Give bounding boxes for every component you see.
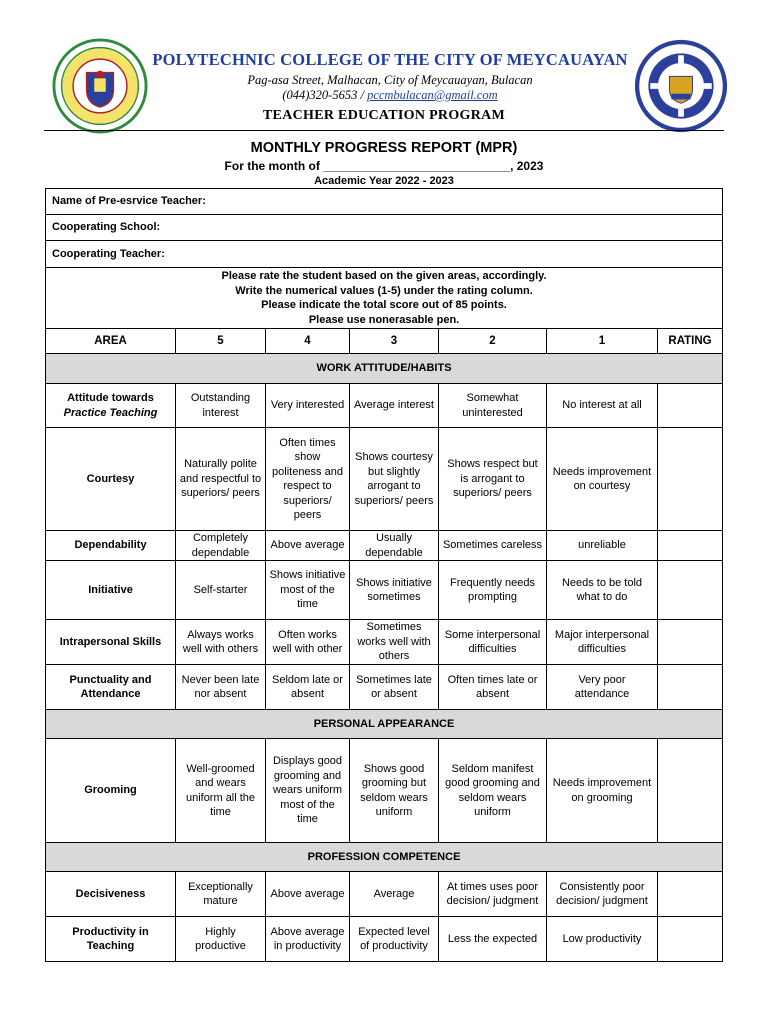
rating-cell[interactable] (658, 531, 723, 561)
criteria-cell: Usually dependable (350, 531, 439, 561)
table-row (46, 428, 723, 531)
area-label-text: Attitude towards (67, 392, 154, 404)
rating-cell[interactable] (658, 917, 723, 962)
rating-cell[interactable] (658, 620, 723, 665)
criteria-cell: Some interpersonal difficulties (439, 620, 547, 665)
criteria-cell: Often works well with other (266, 620, 350, 665)
rating-cell[interactable] (658, 561, 723, 620)
table-row (46, 739, 723, 843)
column-header: 1 (547, 329, 658, 354)
criteria-cell: Seldom manifest good grooming and seldom wears uniform (439, 739, 547, 843)
table-row (46, 665, 723, 710)
criteria-cell: Average interest (350, 384, 439, 428)
criteria-cell: Sometimes works well with others (350, 620, 439, 665)
criteria-cell: Above average (266, 872, 350, 917)
column-header: 2 (439, 329, 547, 354)
column-header: 4 (266, 329, 350, 354)
area-label (46, 384, 176, 428)
section-header-work: WORK ATTITUDE/HABITS (46, 354, 723, 384)
criteria-cell: Shows courtesy but slightly arrogant to superiors/ peers (350, 428, 439, 531)
contact-line (150, 88, 630, 103)
instructions-block (46, 268, 723, 329)
criteria-cell: Always works well with others (176, 620, 266, 665)
rating-cell[interactable] (658, 665, 723, 710)
area-label-italic: Practice Teaching (63, 406, 158, 419)
college-address: Pag-asa Street, Malhacan, City of Meycauayan, Bulacan (247, 73, 533, 87)
criteria-cell: Low productivity (547, 917, 658, 962)
column-header: 5 (176, 329, 266, 354)
academic-year: Academic Year 2022 - 2023 (314, 175, 454, 187)
table-row (46, 531, 723, 561)
criteria-cell: Above average in productivity (266, 917, 350, 962)
criteria-cell: Completely dependable (176, 531, 266, 561)
criteria-cell: Outstanding interest (176, 384, 266, 428)
criteria-cell: Above average (266, 531, 350, 561)
area-label: Productivity in Teaching (46, 917, 176, 962)
criteria-cell: Often times show politeness and respect to superiors/ peers (266, 428, 350, 531)
criteria-cell: Somewhat uninterested (439, 384, 547, 428)
rating-cell[interactable] (658, 384, 723, 428)
criteria-cell: Very interested (266, 384, 350, 428)
criteria-cell: Displays good grooming and wears uniform most of the time (266, 739, 350, 843)
criteria-cell: unreliable (547, 531, 658, 561)
column-header: RATING (658, 329, 723, 354)
area-label: Initiative (46, 561, 176, 620)
table-row (46, 917, 723, 962)
instruction-line: Write the numerical values (1-5) under the rating column. (235, 284, 533, 297)
rating-form-table (45, 188, 723, 962)
section-header-competence: PROFESSION COMPETENCE (46, 843, 723, 872)
criteria-cell: Consistently poor decision/ judgment (547, 872, 658, 917)
criteria-cell: Needs to be told what to do (547, 561, 658, 620)
criteria-cell: Shows initiative most of the time (266, 561, 350, 620)
criteria-cell: Shows respect but is arrogant to superiors/ peers (439, 428, 547, 531)
instruction-line: Please indicate the total score out of 85 points. (261, 299, 507, 311)
criteria-cell: Expected level of productivity (350, 917, 439, 962)
criteria-cell: Major interpersonal difficulties (547, 620, 658, 665)
area-label: Courtesy (46, 428, 176, 531)
table-row (46, 384, 723, 428)
column-header: 3 (350, 329, 439, 354)
college-name: POLYTECHNIC COLLEGE OF THE CITY OF MEYCAUAYAN (152, 50, 628, 69)
criteria-cell: Naturally polite and respectful to superiors/ peers (176, 428, 266, 531)
criteria-cell: Shows initiative sometimes (350, 561, 439, 620)
phone-number: (044)320-5653 / (282, 88, 364, 102)
criteria-cell: No interest at all (547, 384, 658, 428)
cooperating-teacher-field[interactable]: Cooperating Teacher: (46, 241, 723, 268)
table-row (46, 561, 723, 620)
criteria-cell: Exceptionally mature (176, 872, 266, 917)
criteria-cell: Sometimes late or absent (350, 665, 439, 710)
preservice-teacher-field[interactable]: Name of Pre-esrvice Teacher: (46, 189, 723, 215)
criteria-cell: Self-starter (176, 561, 266, 620)
letterhead (150, 50, 630, 103)
column-header-row (46, 329, 723, 354)
criteria-cell: Sometimes careless (439, 531, 547, 561)
criteria-cell: Often times late or absent (439, 665, 547, 710)
rating-cell[interactable] (658, 428, 723, 531)
month-line: For the month of ____________________________, 2023 (224, 159, 544, 173)
criteria-cell: Never been late nor absent (176, 665, 266, 710)
criteria-cell: Needs improvement on grooming (547, 739, 658, 843)
section-header-appearance: PERSONAL APPEARANCE (46, 710, 723, 739)
header-divider (44, 130, 724, 131)
rating-cell[interactable] (658, 739, 723, 843)
cooperating-school-field[interactable]: Cooperating School: (46, 215, 723, 241)
column-header: AREA (46, 329, 176, 354)
criteria-cell: Average (350, 872, 439, 917)
program-title: TEACHER EDUCATION PROGRAM (262, 108, 506, 123)
criteria-cell: Needs improvement on courtesy (547, 428, 658, 531)
area-label: Intrapersonal Skills (46, 620, 176, 665)
email-link[interactable]: pccmbulacan@gmail.com (367, 88, 498, 102)
instruction-line: Please rate the student based on the given areas, accordingly. (221, 270, 547, 282)
table-row (46, 872, 723, 917)
report-title: MONTHLY PROGRESS REPORT (MPR) (250, 140, 518, 156)
criteria-cell: Seldom late or absent (266, 665, 350, 710)
criteria-cell: At times uses poor decision/ judgment (439, 872, 547, 917)
criteria-cell: Less the expected (439, 917, 547, 962)
area-label: Punctuality and Attendance (46, 665, 176, 710)
criteria-cell: Frequently needs prompting (439, 561, 547, 620)
criteria-cell: Very poor attendance (547, 665, 658, 710)
rating-cell[interactable] (658, 872, 723, 917)
criteria-cell: Shows good grooming but seldom wears uniform (350, 739, 439, 843)
criteria-cell: Highly productive (176, 917, 266, 962)
area-label: Decisiveness (46, 872, 176, 917)
area-label: Grooming (46, 739, 176, 843)
table-row (46, 620, 723, 665)
criteria-cell: Well-groomed and wears uniform all the time (176, 739, 266, 843)
instruction-line: Please use nonerasable pen. (308, 313, 460, 326)
area-label: Dependability (46, 531, 176, 561)
